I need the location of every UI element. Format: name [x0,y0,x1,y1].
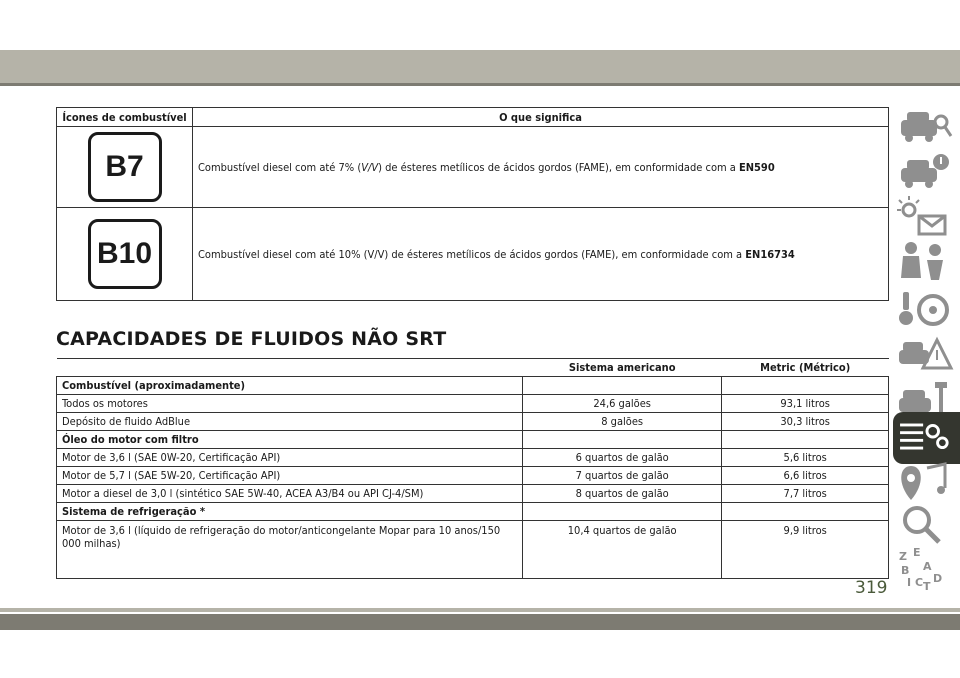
col-meaning: O que significa [193,108,889,127]
table-row: Motor de 3,6 l (líquido de refrigeração do motor/anticongelante Mopar para 10 anos/150 000 milhas) 10,4 quartos de galão 9,9 litros [57,521,889,579]
b7-description: Combustível diesel com até 7% ( [198,160,362,174]
footer-band [0,614,960,630]
table-header-row [57,359,889,377]
search-icon[interactable] [893,500,960,550]
table-row: Motor de 5,7 l (SAE 5W-20, Certificação API) 7 quartos de galão 6,6 litros [57,467,889,485]
svg-text:C: C [915,576,924,589]
svg-text:I: I [907,576,912,589]
hazard-icon[interactable] [893,330,960,380]
svg-text:A: A [923,560,932,573]
table-row: Motor a diesel de 3,0 l (sintético SAE 5W-40, ACEA A3/B4 ou API CJ-4/SM) 8 quartos de galão 7,7 litros [57,485,889,503]
table-row: Depósito de fluido AdBlue 8 galões 30,3 litros [57,413,889,431]
b7-standard: EN590 [739,160,775,174]
table-row: Motor de 3,6 l (SAE 0W-20, Certificação API) 6 quartos de galão 5,6 litros [57,449,889,467]
lights-message-icon[interactable] [893,192,960,242]
svg-text:T: T [923,580,931,593]
b10-description: Combustível diesel com até 10% (V/V) de ésteres metílicos de ácidos gordos (FAME), em conformidade com a [198,247,746,261]
table-row [57,208,889,301]
section-heading: CAPACIDADES DE FLUIDOS NÃO SRT [56,328,447,350]
col-us-system: Sistema americano [523,359,722,377]
airbag-seat-icon[interactable] [893,238,960,288]
b7-description-2: ) de ésteres metílicos de ácidos gordos (FAME), em conformidade com a [378,160,739,174]
col-fuel-icons: Ícones de combustível [57,108,193,127]
car-info-icon[interactable] [893,100,960,150]
svg-text:D: D [933,572,943,585]
b7-ratio: V/V [361,160,379,174]
steering-start-icon[interactable] [893,284,960,334]
svg-text:E: E [913,546,921,559]
table-row [57,127,889,208]
table-row: Combustível (aproximadamente) [57,377,889,395]
specifications-icon[interactable] [893,412,960,464]
svg-text:Z: Z [899,550,907,563]
car-warning-icon[interactable] [893,146,960,196]
header-band [0,50,960,83]
table-row: Sistema de refrigeração * [57,503,889,521]
b10-standard: EN16734 [745,247,795,261]
fuel-icons-table [56,107,889,301]
index-icon[interactable] [893,546,960,596]
table-row: Todos os motores 24,6 galões 93,1 litros [57,395,889,413]
footer-rule [0,608,960,612]
b10-fuel-icon: B10 [88,219,162,289]
b7-fuel-icon: B7 [88,132,162,202]
col-metric: Metric (Métrico) [722,359,889,377]
header-rule [0,83,960,86]
page-number: 319 [855,578,888,598]
table-row: Óleo do motor com filtro [57,431,889,449]
fluid-capacities-table [56,358,889,579]
svg-text:B: B [901,564,910,577]
